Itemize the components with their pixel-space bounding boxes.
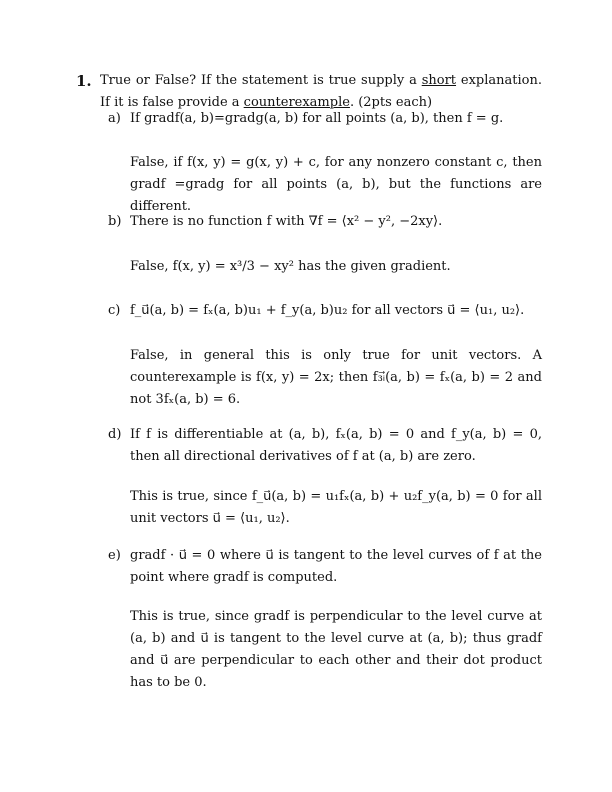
part-b-label: b)	[108, 214, 122, 229]
question-number: 1.	[76, 72, 92, 90]
part-e-label: e)	[108, 548, 121, 563]
part-d-label: d)	[108, 427, 122, 442]
part-d-answer: This is true, since f_u⃗(a, b) = u₁fₓ(a, b) + u₂f_y(a, b) = 0 for all unit vectors u⃗ = ⟨u₁, u₂⟩.	[130, 489, 542, 526]
counterexample-emphasis: counterexample	[243, 95, 350, 110]
part-e-statement: gradf · u⃗ = 0 where u⃗ is tangent to the level curves of f at the point where gradf is computed.	[130, 548, 542, 585]
part-d-statement: If f is differentiable at (a, b), fₓ(a, b) = 0 and f_y(a, b) = 0, then all directional derivatives of f at (a, b) are zero.	[130, 427, 542, 464]
part-d	[108, 424, 542, 468]
part-a-answer: False, if f(x, y) = g(x, y) + c, for any nonzero constant c, then gradf =gradg for all points (a, b), but the functions are different.	[130, 155, 542, 214]
part-c-answer: False, in general this is only true for unit vectors. A counterexample is f(x, y) = 2x; then f₃ᵢ⃗(a, b) = fₓ(a, b) = 2 and not 3fₓ(a, b) = 6.	[130, 348, 542, 407]
part-a-label: a)	[108, 111, 121, 126]
part-e	[108, 545, 542, 589]
part-b	[108, 211, 542, 233]
part-a	[108, 108, 542, 130]
intro-text-1: True or False? If the statement is true supply a	[100, 73, 422, 88]
intro-text-3: . (2pts each)	[349, 95, 433, 110]
short-emphasis: short	[421, 73, 457, 88]
part-b-statement: There is no function f with ∇f = ⟨x² − y², −2xy⟩.	[130, 214, 443, 229]
part-c-label: c)	[108, 303, 121, 318]
part-a-statement: If gradf(a, b)=gradg(a, b) for all points (a, b), then f = g.	[130, 111, 504, 126]
part-b-answer: False, f(x, y) = x³/3 − xy² has the given gradient.	[130, 259, 451, 274]
part-c	[108, 300, 542, 322]
part-c-statement: f_u⃗(a, b) = fₓ(a, b)u₁ + f_y(a, b)u₂ for all vectors u⃗ = ⟨u₁, u₂⟩.	[130, 303, 525, 318]
intro-text-2: explanation. If it is false provide a	[100, 73, 542, 110]
part-e-answer: This is true, since gradf is perpendicular to the level curve at (a, b) and u⃗ is tangent to the level curve at (a, b); thus gradf and u⃗ are perpendicular to each other and their dot product has to be 0.	[130, 609, 542, 690]
